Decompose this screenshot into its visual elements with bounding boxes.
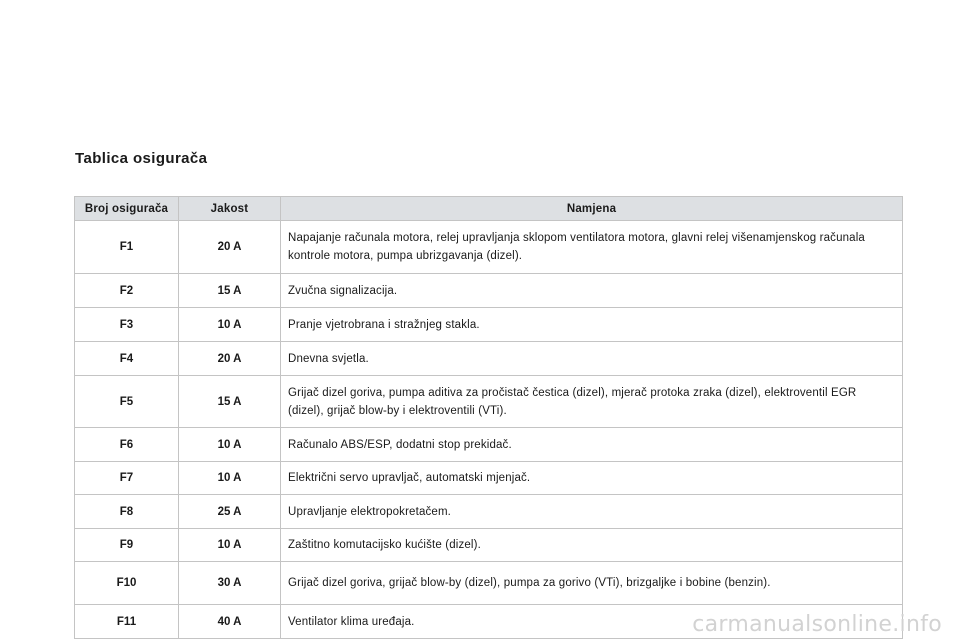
header-rating: Jakost (179, 197, 281, 221)
fuse-rating: 10 A (179, 462, 281, 495)
fuse-purpose: Računalo ABS/ESP, dodatni stop prekidač. (281, 428, 903, 462)
fuse-purpose: Pranje vjetrobrana i stražnjeg stakla. (281, 308, 903, 342)
table-row (75, 221, 903, 274)
table-row (75, 495, 903, 529)
header-purpose: Namjena (281, 197, 903, 221)
fuse-number: F7 (75, 462, 179, 495)
fuse-number: F5 (75, 376, 179, 428)
fuse-number: F10 (75, 562, 179, 605)
table-row (75, 274, 903, 308)
fuse-rating: 20 A (179, 221, 281, 274)
fuse-rating: 40 A (179, 605, 281, 639)
fuse-purpose: Ventilator klima uređaja. (281, 605, 903, 639)
fuse-number: F2 (75, 274, 179, 308)
fuse-rating: 20 A (179, 342, 281, 376)
table-row (75, 529, 903, 562)
fuse-number: F8 (75, 495, 179, 529)
fuse-purpose: Električni servo upravljač, automatski mjenjač. (281, 462, 903, 495)
header-fuse-number: Broj osigurača (75, 197, 179, 221)
table-row (75, 462, 903, 495)
table-row (75, 428, 903, 462)
table-row (75, 308, 903, 342)
fuse-purpose: Zaštitno komutacijsko kućište (dizel). (281, 529, 903, 562)
fuse-rating: 10 A (179, 529, 281, 562)
fuse-rating: 25 A (179, 495, 281, 529)
fuse-rating: 10 A (179, 428, 281, 462)
fuse-rating: 15 A (179, 376, 281, 428)
table-row (75, 342, 903, 376)
fuse-rating: 15 A (179, 274, 281, 308)
page-title: Tablica osigurača (75, 150, 208, 167)
fuse-purpose: Dnevna svjetla. (281, 342, 903, 376)
fuse-number: F4 (75, 342, 179, 376)
fuse-table (74, 196, 903, 639)
fuse-purpose: Zvučna signalizacija. (281, 274, 903, 308)
table-header-row (75, 197, 903, 221)
fuse-number: F1 (75, 221, 179, 274)
fuse-purpose: Grijač dizel goriva, grijač blow-by (dizel), pumpa za gorivo (VTi), brizgaljke i bobine (benzin). (281, 562, 903, 605)
table-row (75, 562, 903, 605)
fuse-purpose: Upravljanje elektropokretačem. (281, 495, 903, 529)
fuse-purpose: Napajanje računala motora, relej upravljanja sklopom ventilatora motora, glavni relej višenamjenskog računala kontrole motora, pumpa ubrizgavanja (dizel). (281, 221, 903, 274)
watermark: carmanualsonline.info (692, 612, 942, 637)
fuse-purpose: Grijač dizel goriva, pumpa aditiva za pročistač čestica (dizel), mjerač protoka zraka (dizel), elektroventil EGR (dizel), grijač blow-by i elektroventili (VTi). (281, 376, 903, 428)
table-row (75, 376, 903, 428)
fuse-number: F6 (75, 428, 179, 462)
fuse-number: F9 (75, 529, 179, 562)
fuse-number: F11 (75, 605, 179, 639)
fuse-rating: 30 A (179, 562, 281, 605)
fuse-number: F3 (75, 308, 179, 342)
fuse-rating: 10 A (179, 308, 281, 342)
